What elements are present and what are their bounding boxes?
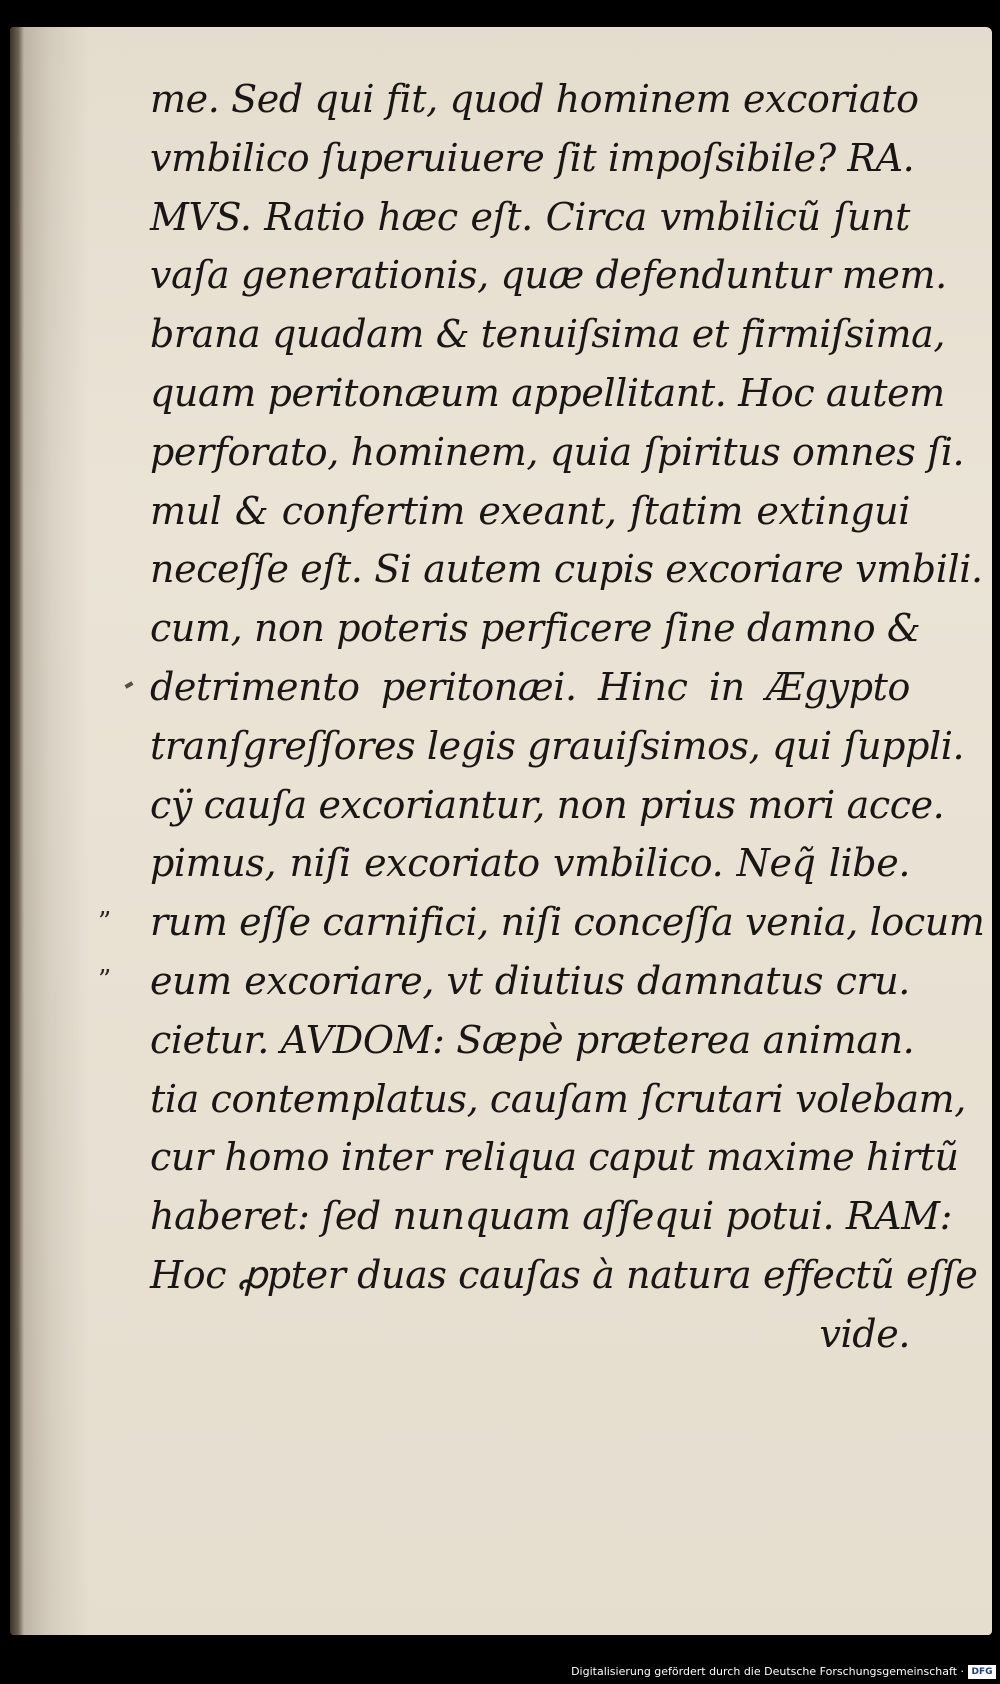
marginal-quote-mark-1: ” <box>98 907 112 937</box>
funding-credit: Digitalisierung gefördert durch die Deutsche Forschungsgemeinschaft · <box>571 1665 964 1678</box>
page-text-block <box>150 70 985 1364</box>
footer-bar <box>0 1662 1000 1684</box>
text-line: pimus, niſi excoriato vmbilico. Neq̃ libe. <box>150 841 910 886</box>
text-line: tia contemplatus, cauſam ſcrutari volebam, <box>150 1076 966 1121</box>
dfg-logo-icon: DFG <box>968 1665 996 1679</box>
text-line: eum excoriare, vt diutius damnatus cru. <box>150 958 910 1003</box>
text-line: tranſgreſſores legis grauiſsimos, qui ſuppli. <box>150 723 965 768</box>
text-line: neceſſe eſt. Si autem cupis excoriare vmbili. <box>150 547 983 592</box>
text-line: me. Sed qui fit, quod hominem excoriato <box>150 77 919 121</box>
text-line: haberet: ſed nunquam aſſequi potui. RAM: <box>150 1194 953 1239</box>
text-line: brana quadam & tenuiſsima et firmiſsima, <box>150 312 946 357</box>
text-line: perforato, hominem, quia ſpiritus omnes ſi. <box>150 429 965 474</box>
text-line: rum eſſe carnifici, niſi conceſſa venia, locum <box>150 900 985 945</box>
text-line: cietur. AVDOM: Sæpè præterea animan. <box>150 1017 915 1062</box>
text-line: cum, non poteris perficere ſine damno & <box>150 606 921 651</box>
text-line: mul & confertim exeant, ſtatim extingui <box>150 488 910 533</box>
text-line: quam peritonæum appellitant. Hoc autem <box>150 370 945 415</box>
page-gutter-shadow <box>10 27 24 1635</box>
text-line: detrimento peritonæi. Hinc in Ægypto <box>150 664 910 709</box>
text-line: Hoc ꝓpter duas cauſas à natura effectũ eſſe <box>150 1252 978 1297</box>
text-line: vaſa generationis, quæ defenduntur mem. <box>150 253 947 298</box>
catchword: vide. <box>819 1311 910 1356</box>
marginal-quote-mark-2: ” <box>98 965 112 995</box>
text-line: MVS. Ratio hæc eſt. Circa vmbilicũ ſunt <box>150 194 910 239</box>
text-line: cur homo inter reliqua caput maxime hirtũ <box>150 1135 959 1180</box>
text-line: vmbilico ſuperuiuere ſit impoſsibile? RA. <box>150 135 915 180</box>
text-line: cÿ cauſa excoriantur, non prius mori acce. <box>150 782 945 827</box>
